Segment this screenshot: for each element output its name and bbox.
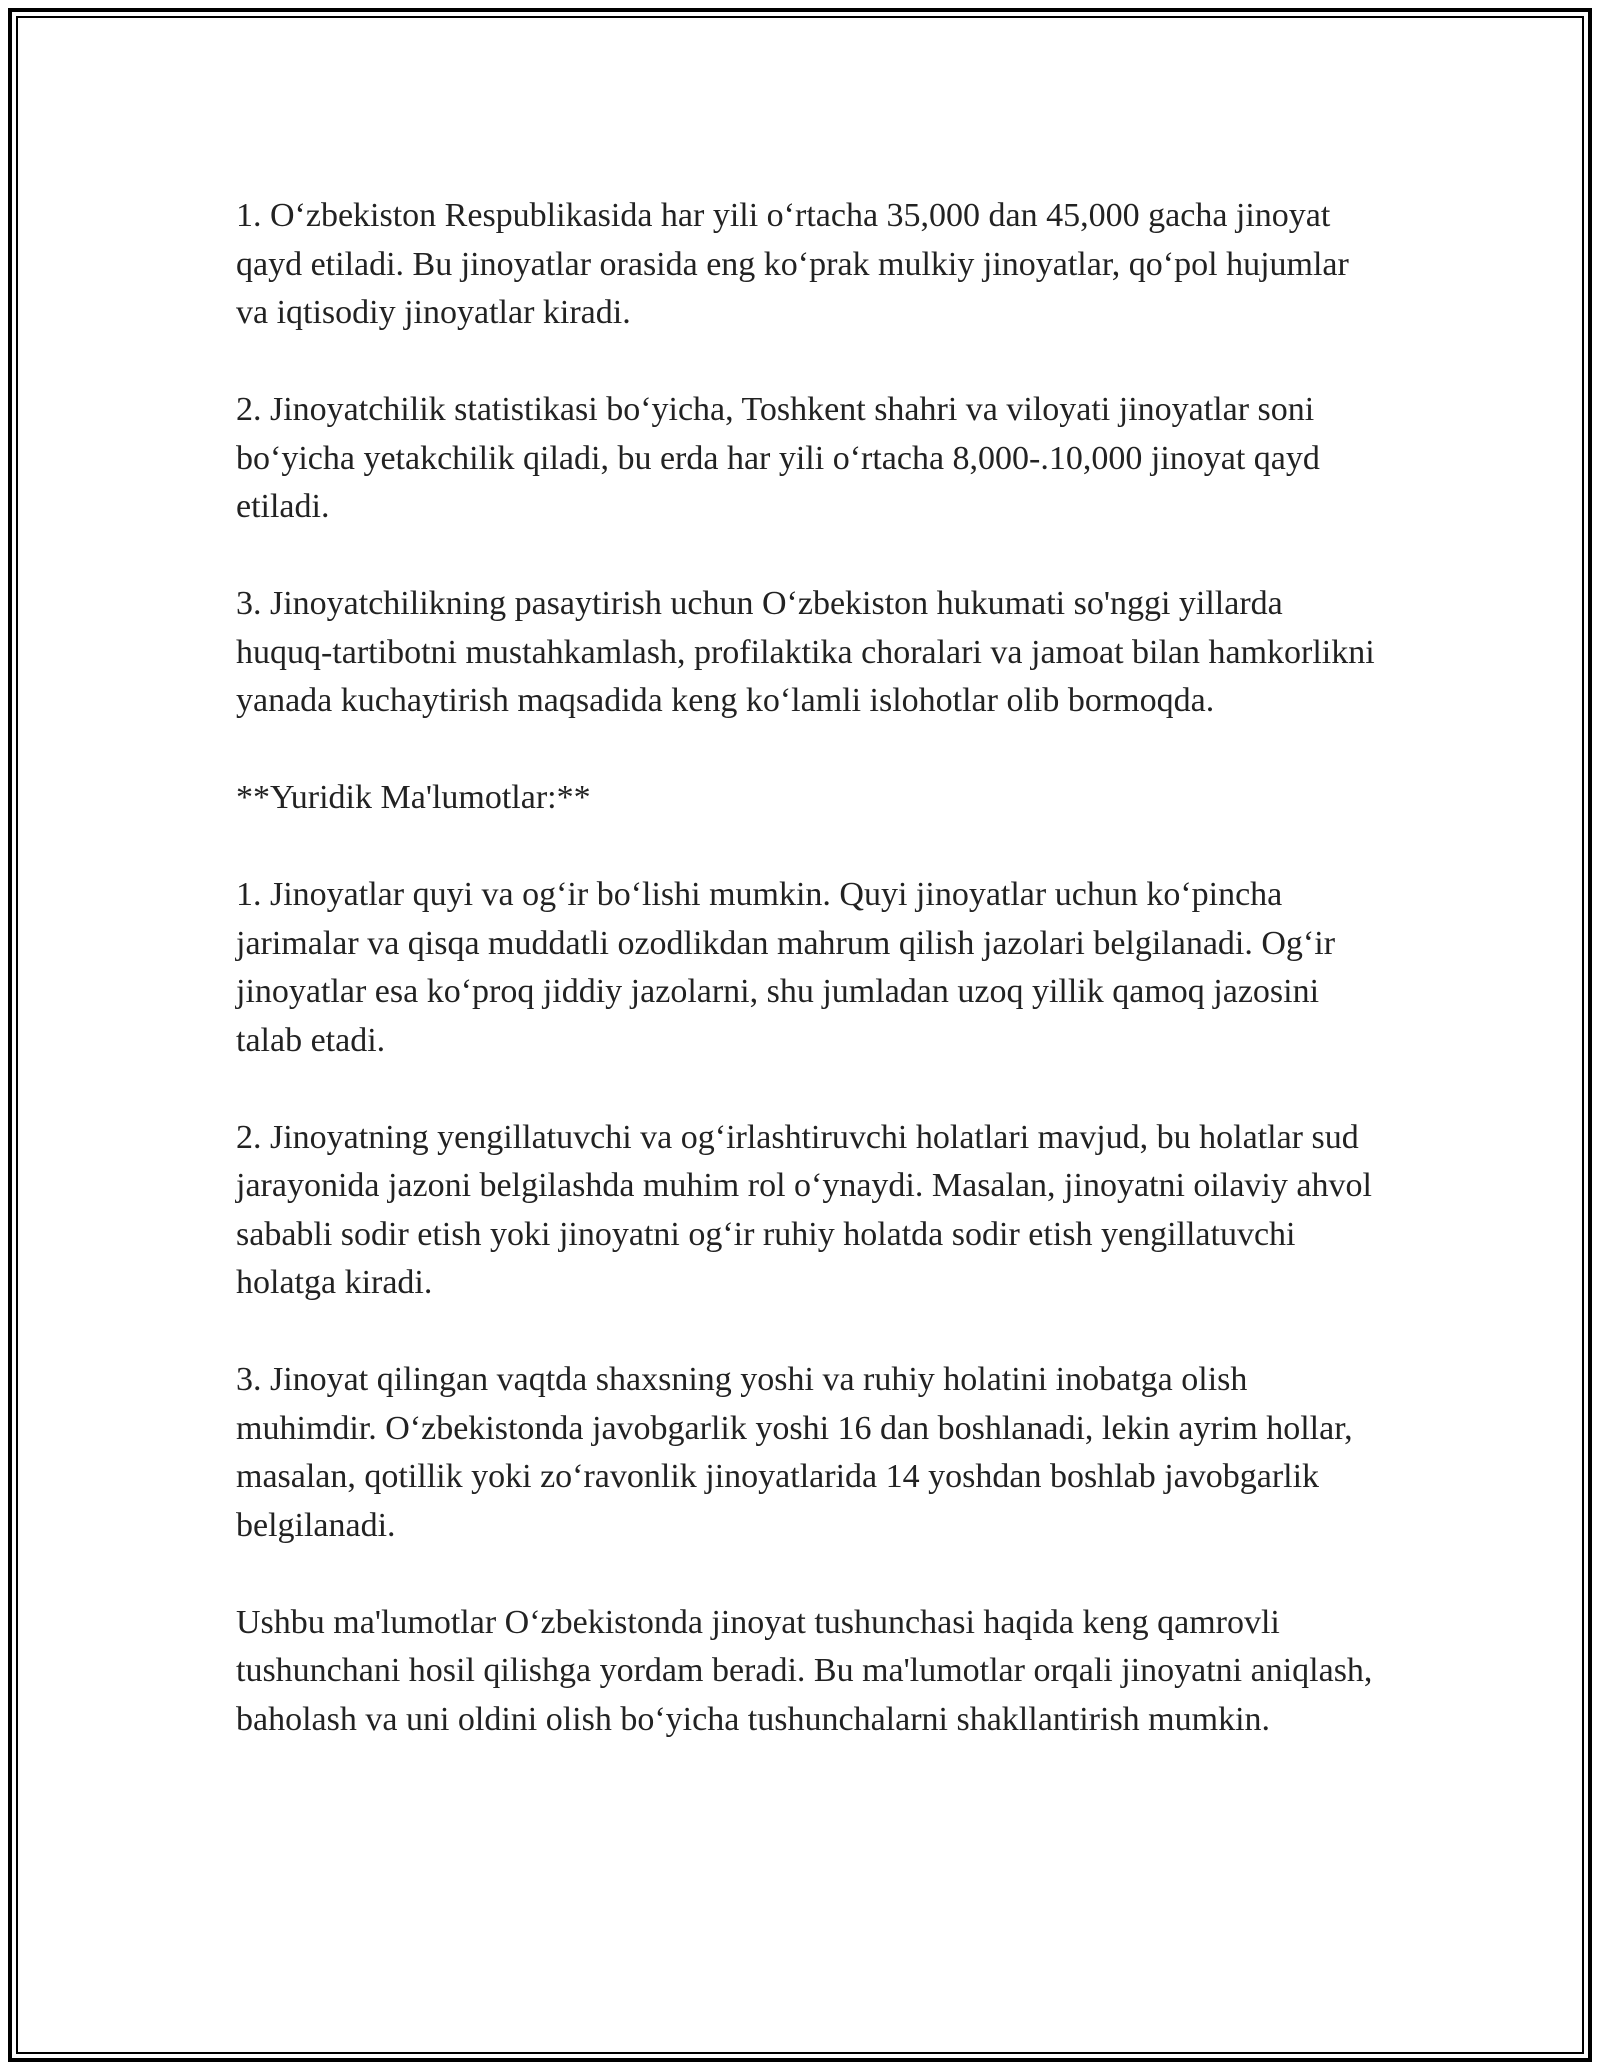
- document-body: [236, 192, 1376, 1744]
- paragraph-legal-2: 2. Jinoyatning yengillatuvchi va og‘irlashtiruvchi holatlari mavjud, bu holatlar sud jarayonida jazoni belgilashda muhim rol o‘ynaydi. Masalan, jinoyatni oilaviy ahvol sababli sodir etish yoki jinoyatni og‘ir ruhiy holatda sodir etish yengillatuvchi holatga kiradi.: [236, 1118, 1372, 1301]
- paragraph-stat-1: 1. O‘zbekiston Respublikasida har yili o‘rtacha 35,000 dan 45,000 gacha jinoyat qayd etiladi. Bu jinoyatlar orasida eng ko‘prak mulkiy jinoyatlar, qo‘pol hujumlar va iqtisodiy jinoyatlar kiradi.: [236, 197, 1349, 331]
- section-heading: **Yuridik Ma'lumotlar:**: [236, 779, 591, 816]
- paragraph-conclusion: Ushbu ma'lumotlar O‘zbekistonda jinoyat tushunchasi haqida keng qamrovli tushunchani hosil qilishga yordam beradi. Bu ma'lumotlar orqali jinoyatni aniqlash, baholash va uni oldini olish bo‘yicha tushunchalarni shakllantirish mumkin.: [236, 1603, 1373, 1738]
- paragraph-stat-2: 2. Jinoyatchilik statistikasi bo‘yicha, Toshkent shahri va viloyati jinoyatlar soni bo‘yicha yetakchilik qiladi, bu erda har yili o‘rtacha 8,000-.10,000 jinoyat qayd etiladi.: [236, 391, 1320, 525]
- paragraph-legal-1: 1. Jinoyatlar quyi va og‘ir bo‘lishi mumkin. Quyi jinoyatlar uchun ko‘pincha jarimalar va qisqa muddatli ozodlikdan mahrum qilish jazolari belgilanadi. Og‘ir jinoyatlar esa ko‘proq jiddiy jazolarni, shu jumladan uzoq yillik qamoq jazosini talab etadi.: [236, 876, 1336, 1059]
- paragraph-stat-3: 3. Jinoyatchilikning pasaytirish uchun O‘zbekiston hukumati so'nggi yillarda huquq-tartibotni mustahkamlash, profilaktika choralari va jamoat bilan hamkorlikni yanada kuchaytirish maqsadida keng ko‘lamli islohotlar olib bormoqda.: [236, 585, 1375, 719]
- paragraph-legal-3: 3. Jinoyat qilingan vaqtda shaxsning yoshi va ruhiy holatini inobatga olish muhimdir. O‘zbekistonda javobgarlik yoshi 16 dan boshlanadi, lekin ayrim hollar, masalan, qotillik yoki zo‘ravonlik jinoyatlarida 14 yoshdan boshlab javobgarlik belgilanadi.: [236, 1361, 1353, 1544]
